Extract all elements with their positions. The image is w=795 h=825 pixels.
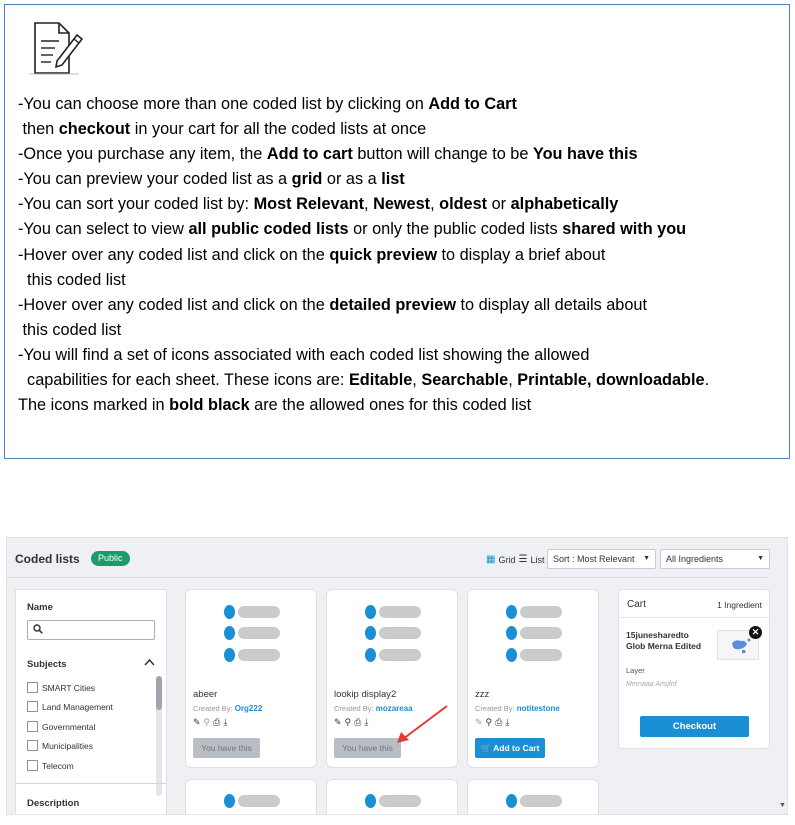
card-title[interactable]: zzz — [475, 689, 490, 700]
instruction-keyword: detailed preview — [329, 295, 456, 314]
instruction-text-run: -You can choose more than one coded list by clicking on — [18, 95, 429, 113]
checkbox[interactable] — [27, 682, 38, 693]
created-by-label: Created By: — [193, 704, 233, 713]
coded-list-card[interactable] — [185, 779, 317, 815]
instruction-keyword: Printable, downloadable — [517, 371, 705, 390]
search-icon: ⚲ — [485, 717, 493, 727]
instruction-text-run: or as a — [322, 170, 382, 189]
placeholder-bar — [520, 795, 562, 807]
scrollbar-thumb[interactable] — [156, 676, 162, 710]
instruction-box — [4, 4, 790, 459]
instruction-keyword: all public coded lists — [188, 220, 349, 239]
instruction-text-run: -Hover over any coded list and click on the — [18, 295, 330, 314]
placeholder-bar — [238, 627, 280, 639]
placeholder-bar — [379, 627, 421, 639]
placeholder-dot — [224, 794, 235, 808]
capability-icons — [475, 717, 509, 728]
edit-icon: ✎ — [334, 717, 342, 727]
instruction-keyword: Most Relevant — [253, 195, 364, 214]
placeholder-dot — [224, 648, 235, 662]
instruction-line — [18, 393, 709, 418]
coded-lists-app — [6, 537, 788, 815]
instruction-text — [18, 92, 709, 418]
instruction-keyword: Newest — [373, 195, 431, 214]
top-bar — [7, 538, 788, 578]
search-icon: ⚲ — [344, 717, 352, 727]
subjects-scrollbar[interactable] — [156, 676, 162, 796]
instruction-keyword: bold black — [169, 396, 250, 415]
placeholder-bar — [520, 627, 562, 639]
subject-checkbox[interactable] — [27, 740, 93, 751]
checkbox[interactable] — [27, 701, 38, 712]
placeholder-bar — [238, 795, 280, 807]
caret-down-icon: ▼ — [757, 555, 764, 562]
instruction-line — [18, 268, 709, 293]
sort-select-value: Sort : Most Relevant — [553, 554, 635, 564]
ingredients-select[interactable] — [660, 549, 770, 569]
placeholder-dot — [365, 626, 376, 640]
creator-link[interactable]: Org222 — [234, 704, 263, 713]
add-to-cart-label: Add to Cart — [493, 743, 540, 753]
instruction-line — [18, 368, 709, 393]
filter-sidebar — [15, 589, 167, 815]
view-toggle — [486, 554, 544, 565]
instruction-text-run: -You can select to view — [18, 220, 189, 239]
capability-icons — [193, 717, 227, 728]
placeholder-dot — [506, 648, 517, 662]
placeholder-dot — [506, 626, 517, 640]
instruction-line — [18, 243, 709, 268]
download-icon: ⤓ — [223, 717, 228, 727]
name-filter-label: Name — [27, 602, 53, 613]
instruction-line — [18, 192, 709, 217]
creator-link[interactable]: notitestone — [516, 704, 560, 713]
coded-list-card[interactable] — [185, 589, 317, 768]
creator-link[interactable]: mozareaa — [375, 704, 413, 713]
card-title[interactable]: lookip display2 — [334, 689, 397, 700]
placeholder-row — [506, 605, 562, 619]
instruction-keyword: oldest — [439, 195, 488, 214]
instruction-line — [18, 217, 709, 242]
instruction-keyword: grid — [291, 170, 323, 189]
cart-icon: 🛒 — [480, 743, 492, 753]
instruction-text-run: , — [508, 371, 518, 390]
created-by-label: Created By: — [475, 704, 515, 713]
list-view-button[interactable]: List — [530, 554, 545, 565]
instruction-text-run: The icons marked in — [18, 396, 170, 415]
cart-item-name[interactable]: 15junesharedto Glob Merna Edited — [626, 630, 702, 651]
instruction-text-run: this coded list — [18, 320, 122, 339]
edit-icon: ✎ — [475, 717, 483, 727]
instruction-keyword: Searchable — [421, 371, 509, 390]
print-icon: ⎙ — [354, 717, 362, 727]
placeholder-row — [365, 794, 421, 808]
grid-view-button[interactable]: Grid — [498, 554, 516, 565]
instruction-text-run: , — [364, 195, 374, 214]
cart-item-owner: Mernaaa Ansjfnf — [626, 681, 677, 688]
placeholder-bar — [520, 649, 562, 661]
instruction-keyword: Add to cart — [266, 145, 353, 164]
subject-label: SMART Cities — [42, 682, 96, 693]
instruction-text-run: -Once you purchase any item, the — [18, 145, 267, 164]
placeholder-dot — [224, 605, 235, 619]
scroll-down-icon[interactable]: ▼ — [779, 802, 786, 809]
subject-label: Telecom — [42, 760, 74, 771]
checkout-button[interactable]: Checkout — [640, 716, 749, 737]
capability-icons — [334, 717, 368, 728]
ingredients-select-value: All Ingredients — [666, 554, 724, 564]
instruction-keyword: Add to Cart — [428, 95, 517, 113]
instruction-text-run: button will change to be — [352, 145, 533, 164]
coded-list-card[interactable] — [467, 779, 599, 815]
instruction-text-run: are the allowed ones for this coded list — [249, 396, 532, 415]
instruction-line — [18, 117, 709, 142]
card-title[interactable]: abeer — [193, 689, 218, 700]
chevron-up-icon[interactable] — [144, 658, 155, 669]
grid-icon[interactable]: ▦ — [486, 554, 496, 565]
placeholder-dot — [365, 794, 376, 808]
divider — [16, 783, 166, 784]
placeholder-row — [365, 605, 421, 619]
placeholder-bar — [238, 649, 280, 661]
placeholder-row — [506, 794, 562, 808]
annotation-arrow — [391, 703, 451, 748]
instruction-keyword: list — [381, 170, 405, 189]
search-icon — [33, 624, 43, 637]
list-icon[interactable]: ☰ — [518, 554, 528, 565]
instruction-keyword: checkout — [58, 120, 131, 139]
sort-select[interactable] — [547, 549, 656, 569]
checkbox[interactable] — [27, 721, 38, 732]
placeholder-row — [506, 648, 562, 662]
placeholder-bar — [520, 606, 562, 618]
instruction-text-run: -Hover over any coded list and click on the — [18, 245, 330, 264]
placeholder-row — [506, 626, 562, 640]
instruction-text-run: , — [412, 371, 422, 390]
instruction-keyword: You have this — [532, 145, 638, 164]
subject-label: Land Management — [42, 701, 113, 712]
cart-count: 1 Ingredient — [717, 600, 762, 610]
instruction-text-run: . — [704, 371, 710, 390]
subjects-filter-label: Subjects — [27, 659, 67, 670]
divider — [7, 577, 769, 578]
created-by-label: Created By: — [334, 704, 374, 713]
print-icon: ⎙ — [213, 717, 221, 727]
subject-label: Governmental — [42, 721, 96, 732]
instruction-line — [18, 92, 709, 117]
placeholder-dot — [365, 605, 376, 619]
instruction-text-run: or — [487, 195, 511, 214]
checkbox[interactable] — [27, 760, 38, 771]
placeholder-row — [224, 605, 280, 619]
search-icon: ⚲ — [203, 717, 211, 727]
subject-checkbox[interactable] — [27, 760, 74, 771]
you-have-this-button[interactable]: You have this — [193, 738, 260, 758]
instruction-text-run: -You can sort your coded list by: — [18, 195, 254, 214]
placeholder-row — [224, 794, 280, 808]
close-icon[interactable]: ✕ — [749, 626, 762, 639]
instruction-keyword: Editable — [348, 371, 413, 390]
coded-list-card[interactable] — [326, 779, 458, 815]
instruction-line — [18, 293, 709, 318]
instruction-keyword: quick preview — [329, 245, 437, 264]
coded-list-card[interactable] — [467, 589, 599, 768]
subject-checkbox[interactable] — [27, 701, 113, 712]
placeholder-dot — [365, 648, 376, 662]
instruction-text-run: or only the public coded lists — [348, 220, 563, 239]
instruction-text-run: -You will find a set of icons associated with each coded list showing the allowed — [18, 345, 590, 364]
placeholder-dot — [506, 794, 517, 808]
edit-icon: ✎ — [193, 717, 201, 727]
instruction-line — [18, 142, 709, 167]
instruction-keyword: alphabetically — [510, 195, 619, 214]
instruction-text-run: this coded list — [18, 270, 126, 289]
caret-down-icon: ▼ — [643, 555, 650, 562]
placeholder-dot — [224, 626, 235, 640]
instruction-text-run: to display a brief about — [437, 245, 606, 264]
placeholder-row — [224, 626, 280, 640]
placeholder-bar — [238, 606, 280, 618]
download-icon: ⤓ — [364, 717, 369, 727]
instruction-line — [18, 318, 709, 343]
placeholder-dot — [506, 605, 517, 619]
cart-title: Cart — [627, 599, 646, 610]
instruction-text-run: capabilities for each sheet. These icons are: — [18, 371, 349, 390]
document-edit-icon — [29, 17, 87, 75]
placeholder-row — [224, 648, 280, 662]
instruction-text-run: to display all details about — [456, 295, 647, 314]
placeholder-bar — [379, 649, 421, 661]
instruction-text-run: then — [18, 120, 59, 139]
you-have-this-button[interactable]: You have this — [334, 738, 401, 758]
placeholder-bar — [379, 606, 421, 618]
card-created-by — [475, 704, 560, 713]
card-created-by — [193, 704, 262, 713]
subject-checkbox[interactable] — [27, 682, 95, 693]
instruction-line — [18, 167, 709, 192]
search-input[interactable] — [27, 620, 155, 640]
instruction-text-run: in your cart for all the coded lists at once — [130, 120, 427, 139]
cart-panel — [618, 589, 770, 749]
print-icon: ⎙ — [495, 717, 503, 727]
status-badge[interactable]: Public — [91, 551, 130, 566]
download-icon: ⤓ — [505, 717, 510, 727]
cart-item-type: Layer — [626, 666, 645, 675]
description-filter-label: Description — [27, 798, 80, 809]
placeholder-row — [365, 648, 421, 662]
instruction-line — [18, 343, 709, 368]
instruction-text-run: , — [430, 195, 440, 214]
add-to-cart-button[interactable] — [475, 738, 545, 758]
divider — [619, 617, 769, 618]
subject-checkbox[interactable] — [27, 721, 95, 732]
instruction-text-run: -You can preview your coded list as a — [18, 170, 292, 189]
instruction-keyword: shared with you — [562, 220, 687, 239]
page-title: Coded lists — [15, 552, 80, 566]
placeholder-row — [365, 626, 421, 640]
subject-label: Municipalities — [42, 740, 94, 751]
placeholder-bar — [379, 795, 421, 807]
checkbox[interactable] — [27, 740, 38, 751]
